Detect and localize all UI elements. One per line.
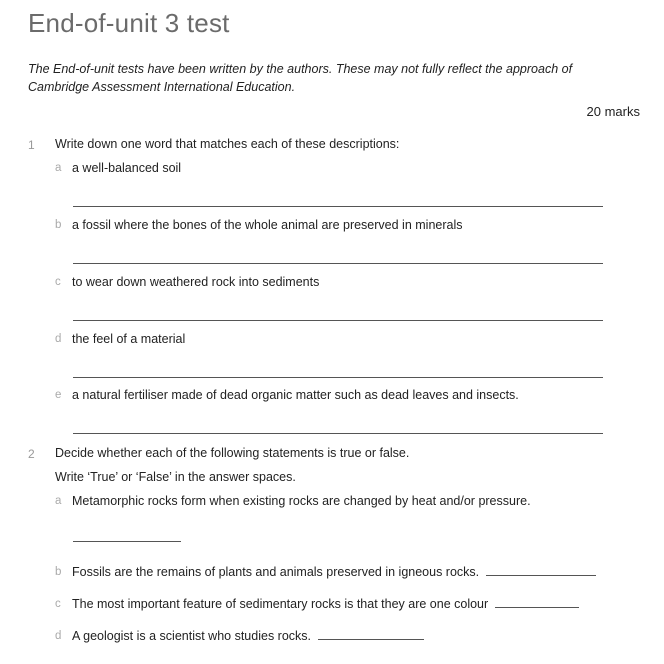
q1-part-b-answer-line[interactable] xyxy=(73,263,603,264)
q1-part-c-text: to wear down weathered rock into sediments xyxy=(72,275,320,289)
q1-part-a-text: a well-balanced soil xyxy=(72,161,182,175)
question-2-text: Decide whether each of the following statements is true or false. xyxy=(55,446,410,460)
q2-part-b-label: b xyxy=(55,566,62,578)
q1-part-b-label: b xyxy=(55,219,62,231)
q2-part-d-row xyxy=(72,629,424,643)
q1-part-c-label: c xyxy=(55,276,61,288)
q1-part-d-text: the feel of a material xyxy=(72,332,186,346)
question-1-number: 1 xyxy=(28,138,35,152)
q1-part-c-answer-line[interactable] xyxy=(73,320,603,321)
q2-part-a-answer-line[interactable] xyxy=(73,541,181,542)
q2-part-c-answer-line[interactable] xyxy=(495,597,579,608)
q1-part-d-answer-line[interactable] xyxy=(73,377,603,378)
q1-part-b-text: a fossil where the bones of the whole animal are preserved in minerals xyxy=(72,218,463,232)
q2-part-b-row xyxy=(72,565,596,579)
q2-part-b-answer-line[interactable] xyxy=(486,565,596,576)
q2-part-c-row xyxy=(72,597,579,611)
q2-part-a-label: a xyxy=(55,495,62,507)
q1-part-d-label: d xyxy=(55,333,62,345)
question-2-instruction: Write ‘True’ or ‘False’ in the answer spaces. xyxy=(55,470,296,484)
question-1-text: Write down one word that matches each of these descriptions: xyxy=(55,137,400,151)
q1-part-e-answer-line[interactable] xyxy=(73,433,603,434)
q2-part-b-text: Fossils are the remains of plants and animals preserved in igneous rocks. xyxy=(72,565,480,579)
q2-part-a-text: Metamorphic rocks form when existing rocks are changed by heat and/or pressure. xyxy=(72,494,531,508)
q2-part-c-label: c xyxy=(55,598,61,610)
q2-part-d-text: A geologist is a scientist who studies rocks. xyxy=(72,629,312,643)
total-marks: 20 marks xyxy=(586,104,640,119)
q2-part-d-answer-line[interactable] xyxy=(318,629,424,640)
q1-part-a-answer-line[interactable] xyxy=(73,206,603,207)
q2-part-d-label: d xyxy=(55,630,62,642)
page-title: End-of-unit 3 test xyxy=(28,8,230,38)
q1-part-a-label: a xyxy=(55,162,62,174)
intro-note: The End-of-unit tests have been written by the authors. These may not fully reflect the approach of Cambridge Assessment International Education. xyxy=(28,62,573,94)
q1-part-e-label: e xyxy=(55,389,62,401)
question-2-number: 2 xyxy=(28,447,35,461)
q1-part-e-text: a natural fertiliser made of dead organic matter such as dead leaves and insects. xyxy=(72,388,519,402)
q2-part-c-text: The most important feature of sedimentary rocks is that they are one colour xyxy=(72,597,489,611)
